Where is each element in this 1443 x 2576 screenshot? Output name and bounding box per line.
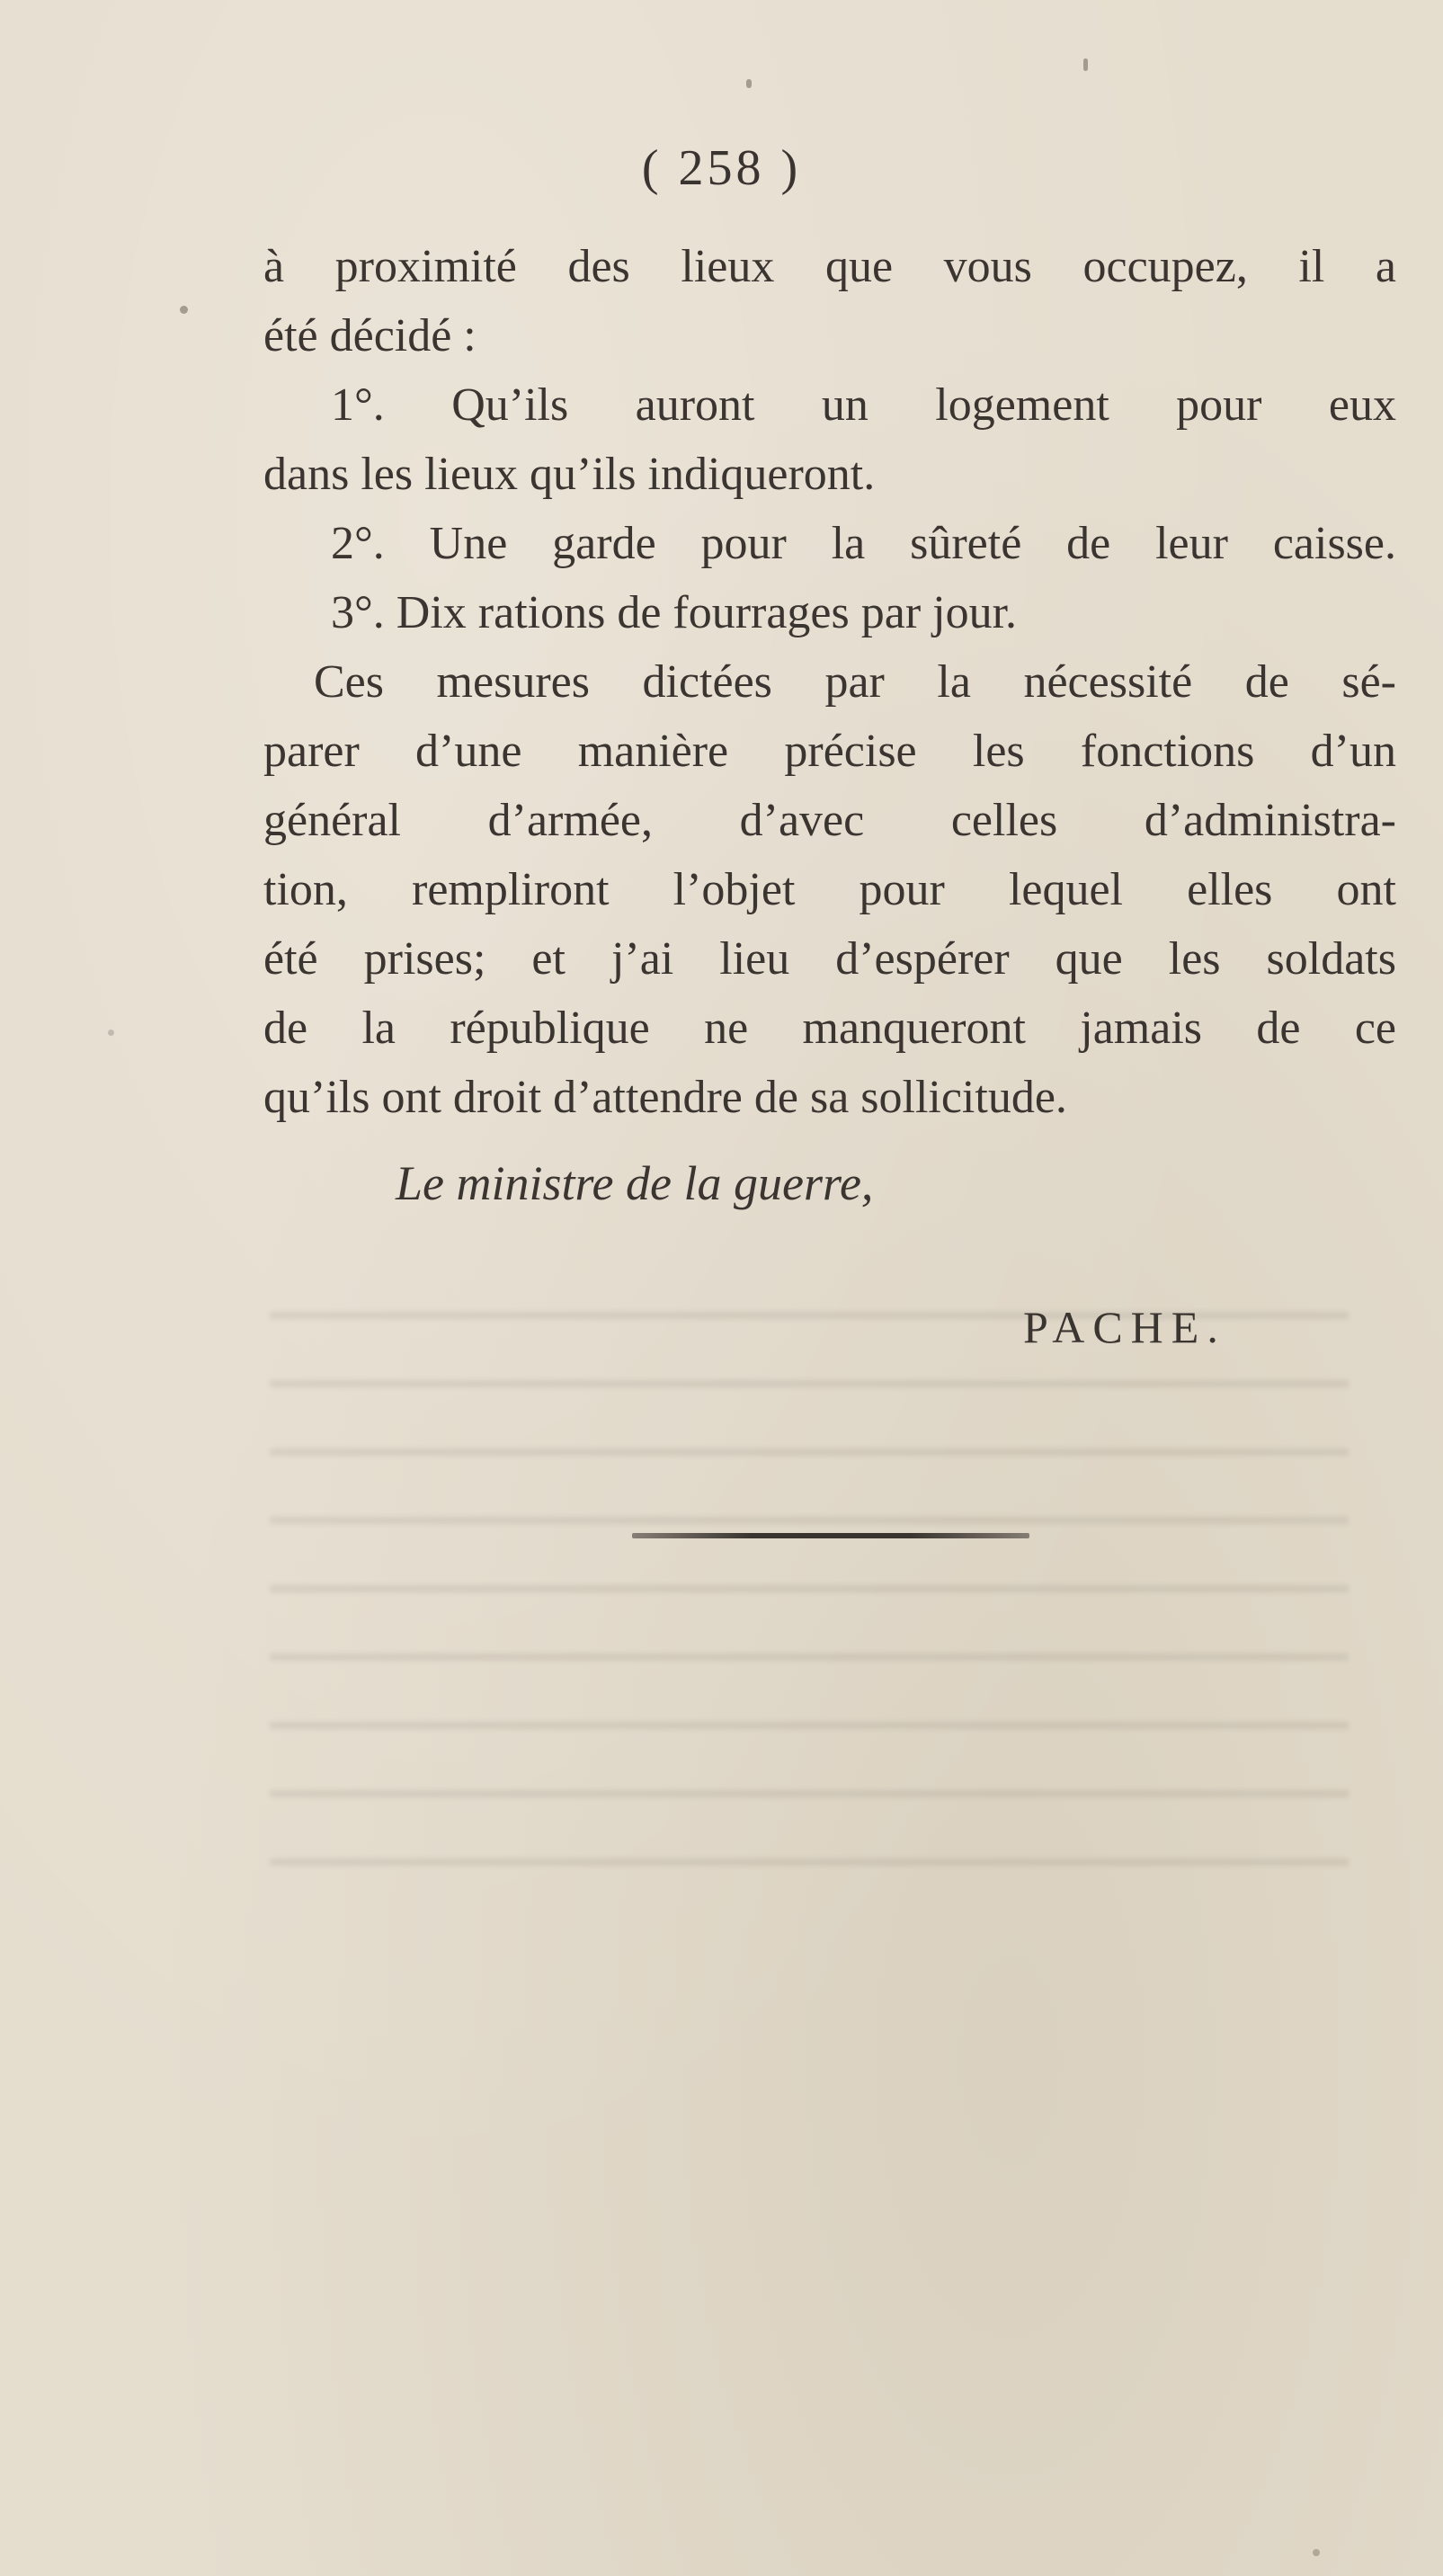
text-line: tion, rempliront l’objet pour lequel elles ont (263, 864, 1396, 915)
show-through-texture (270, 1277, 1349, 1906)
paper-speck (108, 1030, 114, 1036)
text-line: qu’ils ont droit d’attendre de sa sollicitude. (263, 1072, 1067, 1123)
text-line: été décidé : (263, 310, 477, 361)
text-line: 3°. Dix rations de fourrages par jour. (331, 587, 1018, 638)
paper-speck (746, 79, 752, 88)
text-line: été prises; et j’ai lieu d’espérer que les soldats (263, 933, 1396, 985)
section-rule (632, 1533, 1029, 1538)
text-line: général d’armée, d’avec celles d’administra- (263, 795, 1396, 846)
text-line: de la république ne manqueront jamais de ce (263, 1003, 1396, 1054)
text-line: Ces mesures dictées par la nécessité de sé- (314, 656, 1396, 708)
signature-title: Le ministre de la guerre, (396, 1156, 874, 1210)
text-line: dans les lieux qu’ils indiqueront. (263, 449, 876, 500)
paper-speck (1313, 2549, 1320, 2556)
text-line: 1°. Qu’ils auront un logement pour eux (331, 379, 1396, 431)
signature-name: PACHE. (1023, 1302, 1226, 1352)
page-number: ( 258 ) (641, 140, 802, 196)
text-line: 2°. Une garde pour la sûreté de leur caisse. (331, 518, 1396, 569)
body-text (263, 232, 1396, 1132)
paper-speck (1083, 58, 1088, 71)
text-line: parer d’une manière précise les fonctions d’un (263, 726, 1396, 777)
paper-speck (180, 306, 188, 314)
text-line: à proximité des lieux que vous occupez, il a (263, 241, 1396, 292)
